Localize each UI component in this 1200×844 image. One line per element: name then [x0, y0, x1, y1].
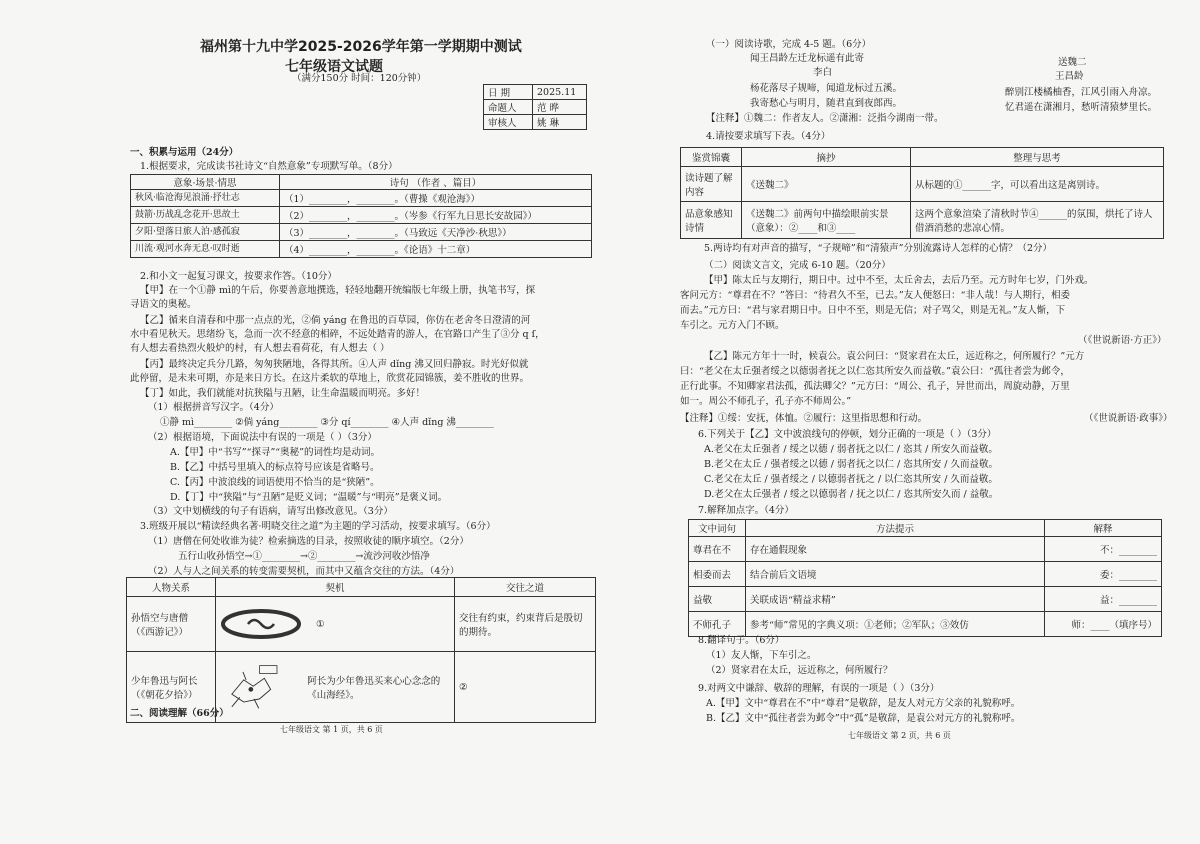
page-footer: 七年级语文 第 1 页，共 6 页: [280, 725, 383, 734]
poem-1-line: 我寄愁心与明月，随君直到夜郎西。: [750, 98, 903, 109]
info-value: 范 晔: [533, 100, 587, 115]
prose-jia-line: 车引之。元方入门不顾。: [680, 320, 785, 331]
q1-head-2: 诗句 （作者 、篇目）: [280, 175, 592, 190]
poem-2-author: 王昌龄: [1055, 71, 1084, 82]
q7-cell[interactable]: 益：________: [1045, 587, 1162, 612]
passage-ding-line: 【丁】如此，我们就能对抗狭隘与丑陋，让生命温暖而明亮。多好！: [140, 388, 426, 399]
q3-head-3: 交往之道: [455, 578, 596, 597]
info-value: 2025.11: [533, 85, 587, 100]
q4-head-1: 鉴赏锦囊: [681, 148, 742, 167]
q1-table: [130, 174, 592, 258]
option-d[interactable]: D.【丁】中“狭隘”与“丑陋”是贬义词；“温暖”与“明亮”是褒义词。: [170, 492, 448, 503]
q1-cell: 鼓箭·历战乱念花开·思故土: [131, 207, 280, 224]
option-b[interactable]: B.【乙】中括号里填入的标点符号应该是省略号。: [170, 462, 380, 473]
score-note: （满分150分 时间：120分钟）: [292, 73, 427, 84]
table-row: [681, 202, 1164, 239]
q4-head-2: 摘抄: [742, 148, 911, 167]
info-key: 命题人: [484, 100, 533, 115]
q1-cell[interactable]: （2）________，________。（岑参《行军九日思长安故园》）: [280, 207, 592, 224]
q3-relation: 少年鲁迅与阿长（《朝花夕拾》）: [127, 652, 216, 723]
poem-2-line: 忆君遥在潇湘月，愁听清猿梦里长。: [1005, 102, 1158, 113]
right-page: [600, 0, 1200, 844]
q7-table: [688, 519, 1162, 637]
question-2-2: （2）根据语境，下面说法中有误的一项是（ ）（3分）: [148, 432, 377, 443]
prose-jia-source: （《世说新语·方正》）: [1078, 335, 1167, 346]
q1-cell: 川流·观河水奔无息·叹时逝: [131, 241, 280, 258]
table-row: [131, 224, 592, 241]
question-3-2: （2）人与人之间关系的转变需要契机，而其中又蕴含交往的方法。（4分）: [148, 566, 460, 577]
q4-table: [680, 147, 1164, 239]
q7-cell[interactable]: 不：________: [1045, 537, 1162, 562]
question-7: 7.解释加点字。（4分）: [698, 505, 794, 516]
question-2-1: （1）根据拼音写汉字。（4分）: [148, 402, 279, 413]
q7-cell: 不师孔子: [689, 612, 746, 637]
poem-2-title: 送魏二: [1058, 57, 1087, 68]
page-footer: 七年级语文 第 2 页，共 6 页: [848, 731, 951, 740]
passage-yi-line: 【乙】循来自清春和中那一点点的光，②倘 yáng 在鲁迅的百草园，你仿在老舍冬日澄清的河: [140, 315, 531, 326]
option-b[interactable]: B.老父在太丘 / 强者绥之以德 / 弱者抚之以仁 / 恣其所安 / 久而益敬。: [704, 459, 998, 470]
table-row: [689, 537, 1162, 562]
q4-head-3: 整理与思考: [911, 148, 1164, 167]
q1-cell: 秋风·临沧海见浪涌·抒壮志: [131, 190, 280, 207]
q7-cell: 尊君在不: [689, 537, 746, 562]
question-3: 3.班级开展以“精读经典名著·明晓交往之道”为主题的学习活动，按要求填写。（6分）: [140, 521, 496, 532]
q7-head-1: 文中词句: [689, 520, 746, 537]
prose-note: 【注释】①绥：安抚，体恤。②履行：这里指思想和行动。: [680, 413, 928, 424]
table-row: [689, 612, 1162, 637]
q1-head-1: 意象·场景·情思: [131, 175, 280, 190]
info-row: [484, 100, 587, 115]
q3-occasion: [216, 652, 455, 723]
q3-head-1: 人物关系: [127, 578, 216, 597]
q3-table: [126, 577, 596, 723]
prose-jia-line: 客问元方：“尊君在不？”答曰：“待君久不至，已去。”友人便怒曰：“非人哉！与人期行，相委: [680, 290, 1071, 301]
prose-yi-line: 【乙】陈元方年十一时，候袁公。袁公问曰：“贤家君在太丘，远近称之，何所履行？”元方: [704, 351, 1085, 362]
q3-way[interactable]: ②: [455, 652, 596, 723]
q7-cell: 结合前后文语境: [746, 562, 1045, 587]
q7-cell: 参考“师”常见的字典义项：①老师；②军队；③效仿: [746, 612, 1045, 637]
passage-yi-line: 水中看见秋天。思绪纷飞，急而一次不经意的相碎，不远处踏青的游人，在官路口产生了③分 q ſ，: [130, 329, 545, 340]
q4-cell: 《送魏二》: [742, 167, 911, 202]
poem-1-author: 李白: [813, 67, 833, 78]
table-row: [131, 207, 592, 224]
prose-yi-line: 曰：“老父在太丘强者绥之以德弱者抚之以仁恣其所安久而益敬。”袁公曰：“孤往者尝为邺令，: [680, 366, 1070, 377]
pinyin-blanks[interactable]: ①静 mì________ ②倘 yáng________ ③分 qí________ ④人声 dǐng 沸________: [160, 417, 494, 428]
q4-cell: 读诗题了解内容: [681, 167, 742, 202]
table-row: [689, 562, 1162, 587]
prose-jia-line: 【甲】陈太丘与友期行，期日中。过中不至，太丘舍去，去后乃至。元方时年七岁，门外戏。: [704, 275, 1094, 286]
prose-yi-line: 如一。周公不师孔子，孔子亦不师周公。”: [680, 396, 852, 407]
q7-cell: 关联成语“精益求精”: [746, 587, 1045, 612]
question-2: 2.和小文一起复习课文，按要求作答。（10分）: [140, 271, 337, 282]
section-2-heading: 二、阅读理解（66分）: [130, 708, 229, 719]
q4-cell[interactable]: 这两个意象渲染了清秋时节④______的氛围，烘托了诗人借酒消愁的悲凉心情。: [911, 202, 1164, 239]
q7-cell: 存在通假现象: [746, 537, 1045, 562]
table-row: [131, 190, 592, 207]
prose-jia-line: 而去。”元方曰：“君与家君期日中。日中不至，则是无信；对子骂父，则是无礼。”友人惭，下: [680, 305, 1066, 316]
passage-bing-line: 【丙】最终决定兵分几路，匆匆狭陋地，各得其所。④人声 dǐng 沸又回归静寂。时光好似就: [140, 359, 529, 370]
passage-bing-line: 此停留，是未来可期，亦是来日方长。在这片柔软的草地上，欣赏花园锦簇，姜不胜收的世界。: [130, 373, 530, 384]
q4-cell[interactable]: 《送魏二》前两句中描绘眼前实景（意象）：②____和③____: [742, 202, 911, 239]
q3-occasion-text: ①: [316, 618, 325, 630]
info-key: 日 期: [484, 85, 533, 100]
question-3-1: （1）唐僧在何处收谁为徒？检索摘选的目录，按照收徒的顺序填空。（2分）: [148, 536, 469, 547]
question-4: 4.请按要求填写下表。（4分）: [706, 131, 831, 142]
poem-section-intro: （一）阅读诗歌，完成 4-5 题。（6分）: [706, 39, 872, 50]
info-key: 审核人: [484, 115, 533, 130]
disciple-chain[interactable]: 五行山收孙悟空→①________→②________→流沙河收沙悟净: [178, 551, 430, 562]
translate-item: （2）贤家君在太丘，远近称之，何所履行？: [706, 665, 893, 676]
translate-item: （1）友人惭，下车引之。: [706, 650, 817, 661]
question-9: 9.对两文中谦辞、敬辞的理解，有误的一项是（ ）（3分）: [698, 683, 940, 694]
passage-jia-line: 【甲】在一个①静 mì的午后，你要善意地撰选，轻轻地翻开统编版七年级上册，执笔书写，探: [140, 285, 536, 296]
option-a[interactable]: A.【甲】中“书写”“探寻”“奥秘”的词性均是动词。: [170, 447, 381, 458]
prose-yi-source: （《世说新语·政事》）: [1084, 413, 1173, 424]
question-1: 1.根据要求，完成读书社诗文“自然意象”专项默写单。（8分）: [140, 161, 398, 172]
option-a[interactable]: A.老父在太丘强者 / 绥之以德 / 弱者抚之以仁 / 恣其 / 所安久而益敬。: [704, 444, 998, 455]
q1-cell[interactable]: （1）________，________。（曹操《观沧海》）: [280, 190, 592, 207]
golden-hoop-icon: [216, 604, 306, 644]
option-c[interactable]: C.老父在太丘 / 强者绥之 / 以德弱者抚之 / 以仁恣其所安 / 久而益敬。: [704, 474, 998, 485]
q1-cell: 夕阳·望落日旅人泊·感孤寂: [131, 224, 280, 241]
poem-1-line: 杨花落尽子规啼，闻道龙标过五溪。: [750, 83, 903, 94]
passage-jia-line: 寻语文的奥秘。: [130, 299, 197, 310]
option-a[interactable]: A.【甲】文中“尊君在不”中“尊君”是敬辞，是友人对元方父亲的礼貌称呼。: [706, 698, 1021, 709]
poem-note: 【注释】①魏二：作者友人。②潇湘：泛指今湖南一带。: [706, 113, 944, 124]
q7-head-2: 方法提示: [746, 520, 1045, 537]
table-row: [689, 587, 1162, 612]
question-5: 5.两诗均有对声音的描写，“子规啼”和“清猿声”分别流露诗人怎样的心情？（2分）: [704, 243, 1053, 254]
option-b[interactable]: B.【乙】文中“孤往者尝为邺令”中“孤”是敬辞，是袁公对元方的礼貌称呼。: [706, 713, 1021, 724]
q3-head-2: 契机: [216, 578, 455, 597]
prose-section-intro: （二）阅读文言文，完成 6-10 题。（20分）: [704, 260, 891, 271]
q7-cell[interactable]: 委：________: [1045, 562, 1162, 587]
exam-subtitle: 七年级语文试题: [285, 59, 383, 75]
passage-yi-line: 有人想去看热烈火般炉的村，有人想去看荷花，有人想去（ ）: [130, 343, 390, 354]
poem-2-line: 醉别江楼橘柚香，江风引雨入舟凉。: [1005, 87, 1158, 98]
info-value: 姚 琳: [533, 115, 587, 130]
q3-relation: 孙悟空与唐僧（《西游记》）: [127, 597, 216, 652]
question-2-3: （3）文中划横线的句子有语病，请写出修改意见。（3分）: [148, 506, 393, 517]
q3-way: 交往有约束，约束背后是殷切的期待。: [455, 597, 596, 652]
section-1-heading: 一、积累与运用（24分）: [130, 147, 239, 158]
table-row: [131, 241, 592, 258]
exam-title: 福州第十九中学2025-2026学年第一学期期中测试: [200, 39, 522, 55]
question-6: 6.下列关于【乙】文中波浪线句的停顿，划分正确的一项是（ ）（3分）: [698, 429, 997, 440]
q1-cell[interactable]: （4）________，________。《论语》十二章）: [280, 241, 592, 258]
q7-cell: 益敬: [689, 587, 746, 612]
q3-occasion[interactable]: [216, 597, 455, 652]
q4-cell[interactable]: 从标题的①______字，可以看出这是离别诗。: [911, 167, 1164, 202]
option-d[interactable]: D.老父在太丘强者 / 绥之以德弱者 / 抚之以仁 / 恣其所安久而 / 益敬。: [704, 489, 999, 500]
poem-1-title: 闻王昌龄左迁龙标遥有此寄: [750, 53, 865, 64]
info-table: [483, 84, 587, 130]
q1-cell[interactable]: （3）________，________。（马致远《天净沙·秋思》）: [280, 224, 592, 241]
q7-cell: 相委而去: [689, 562, 746, 587]
option-c[interactable]: C.【丙】中波浪线的词语使用不恰当的是“狭陋”。: [170, 477, 380, 488]
question-8: 8.翻译句子。（6分）: [698, 635, 785, 646]
q3-occasion-text: 阿长为少年鲁迅买来心心念念的《山海经》。: [307, 676, 441, 701]
table-row: [127, 597, 596, 652]
info-row: [484, 85, 587, 100]
table-row: [681, 167, 1164, 202]
q7-cell[interactable]: 师：____（填序号）: [1045, 612, 1162, 637]
q4-cell: 品意象感知诗情: [681, 202, 742, 239]
prose-yi-line: 正行此事。不知卿家君法孤，孤法卿父？”元方曰：“周公、孔子，异世而出，周旋动静，万里: [680, 381, 1070, 392]
info-row: [484, 115, 587, 130]
q7-head-3: 解释: [1045, 520, 1162, 537]
